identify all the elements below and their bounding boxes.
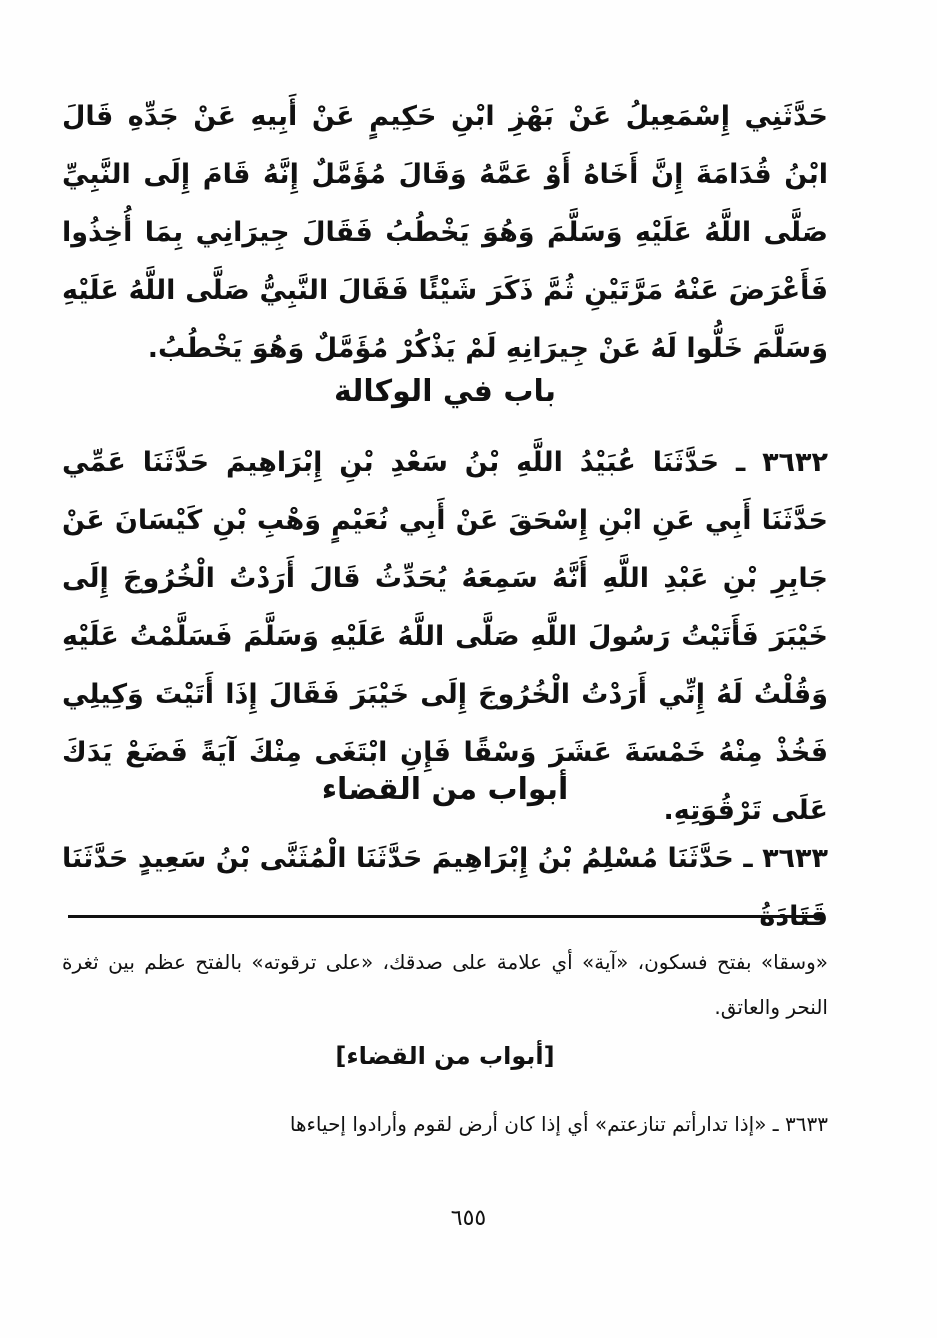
footnote-commentary-3632: «وسقا» بفتح فسكون، «آية» أي علامة على صدقك، «على ترقوته» بالفتح عظم بين ثغرة النحر والعاتق. <box>62 950 828 1019</box>
page-number: ٦٥٥ <box>450 1206 487 1231</box>
footnote-divider <box>68 915 824 918</box>
footnote-commentary-3633: ٣٦٣٣ ـ «إذا تدارأتم تنازعتم» أي إذا كان أرض لقوم وأرادوا إحياءها <box>289 1112 828 1136</box>
hadith-paragraph-3632: ٣٦٣٢ ـ حَدَّثَنَا عُبَيْدُ اللَّهِ بْنُ سَعْدِ بْنِ إِبْرَاهِيمَ حَدَّثَنَا عَمِّي حَدَّثَنَا أَبِي عَنِ ابْنِ إِسْحَقَ عَنْ أَبِي نُعَيْمٍ وَهْبِ بْنِ كَيْسَانَ عَنْ جَابِرِ بْنِ عَبْدِ اللَّهِ أَنَّهُ سَمِعَهُ يُحَدِّثُ قَالَ أَرَدْتُ الْخُرُوجَ إِلَى خَيْبَرَ فَأَتَيْتُ رَسُولَ اللَّهِ صَلَّى اللَّهُ عَلَيْهِ وَسَلَّمَ فَسَلَّمْتُ عَلَيْهِ وَقُلْتُ لَهُ إِنِّي أَرَدْتُ الْخُرُوجَ إِلَى خَيْبَرَ فَقَالَ إِذَا أَتَيْتَ وَكِيلِي فَخُذْ مِنْهُ خَمْسَةَ عَشَرَ وَسْقًا فَإِنِ ابْتَغَى مِنْكَ آيَةً فَضَعْ يَدَكَ عَلَى تَرْقُوَتِهِ. <box>62 447 828 826</box>
chapter-heading-qada: أبواب من القضاء <box>321 772 569 807</box>
hadith-paragraph-continued: حَدَّثَنِي إِسْمَعِيلُ عَنْ بَهْزِ ابْنِ حَكِيمٍ عَنْ أَبِيهِ عَنْ جَدِّهِ قَالَ ابْنُ قُدَامَةَ إِنَّ أَخَاهُ أَوْ عَمَّهُ وَقَالَ مُؤَمَّلٌ إِنَّهُ قَامَ إِلَى النَّبِيِّ صَلَّى اللَّهُ عَلَيْهِ وَسَلَّمَ وَهُوَ يَخْطُبُ فَقَالَ جِيرَانِي بِمَا أُخِذُوا فَأَعْرَضَ عَنْهُ مَرَّتَيْنِ ثُمَّ ذَكَرَ شَيْئًا فَقَالَ النَّبِيُّ صَلَّى اللَّهُ عَلَيْهِ وَسَلَّمَ خَلُّوا لَهُ عَنْ جِيرَانِهِ لَمْ يَذْكُرْ مُؤَمَّلٌ وَهُوَ يَخْطُبُ. <box>62 101 828 364</box>
chapter-heading-wakala: باب في الوكالة <box>333 374 557 409</box>
hadith-paragraph-3633: ٣٦٣٣ ـ حَدَّثَنَا مُسْلِمُ بْنُ إِبْرَاهِيمَ حَدَّثَنَا الْمُثَنَّى بْنُ سَعِيدٍ حَدَّثَنَا قَتَادَةُ <box>62 843 828 932</box>
footnote-heading-qada: [أبواب من القضاء] <box>335 1042 555 1070</box>
